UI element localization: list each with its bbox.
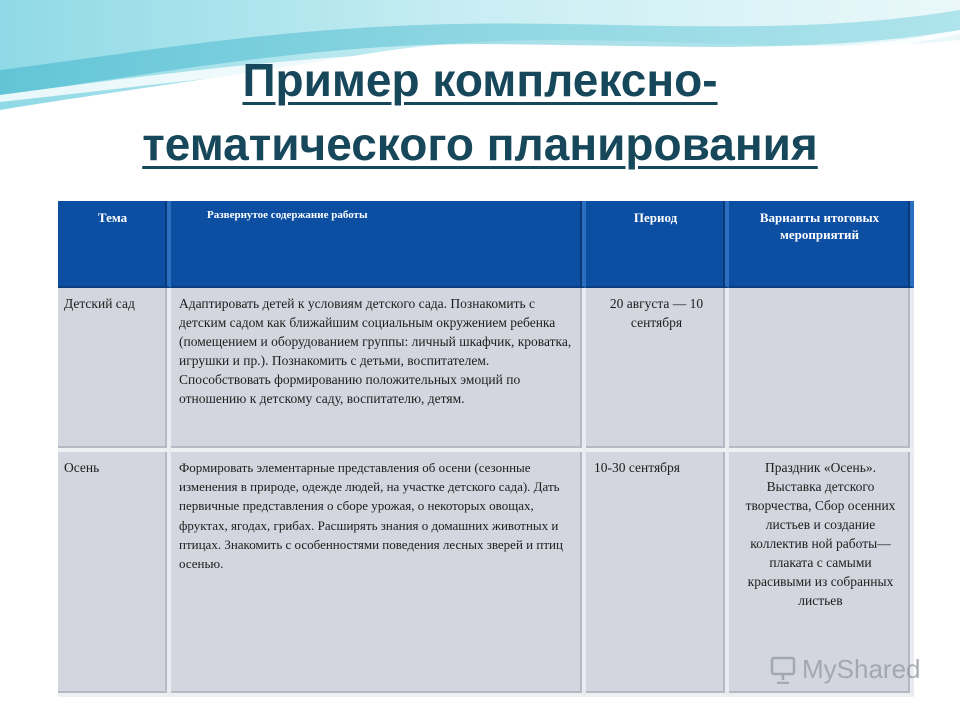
- cell-events: [729, 288, 914, 452]
- header-theme: Тема: [58, 201, 171, 288]
- cell-content: Адаптировать детей к условиям детского сада. Познакомить с детским садом как ближайшим социальным окружением ребенка (помещением и оборудованием группы: личный шкафчик, кроватка, игрушки и пр.). Познакомить с детьми, воспитателем. Способствовать формированию положительных эмоций по отношению к детскому саду, воспитателю, детям.: [171, 288, 586, 452]
- watermark-text: MyShared: [802, 654, 921, 684]
- cell-events: Праздник «Осень». Выставка детского творчества, Сбор осенних листьев и создание коллектив ной работы—плаката с самыми красивыми из собранных листьев: [729, 452, 914, 697]
- presentation-board-icon: [770, 656, 796, 684]
- cell-period: 20 августа — 10 сентября: [586, 288, 729, 452]
- slide-title-line-2: тематического планирования: [142, 118, 818, 170]
- slide-title-line-1: Пример комплексно-: [242, 54, 718, 106]
- cell-theme: Детский сад: [58, 288, 171, 452]
- header-period: Период: [586, 201, 729, 288]
- table-row: [58, 288, 914, 452]
- header-content: Развернутое содержание работы: [171, 201, 586, 288]
- planning-table: [58, 201, 914, 697]
- cell-theme: Осень: [58, 452, 171, 697]
- header-events: Варианты итоговых мероприятий: [729, 201, 914, 288]
- watermark: [770, 654, 921, 685]
- cell-period: 10-30 сентября: [586, 452, 729, 697]
- slide-title: [0, 48, 960, 176]
- cell-content: Формировать элементарные представления об осени (сезонные изменения в природе, одежде людей, на участке детского сада). Дать первичные представления о сборе урожая, о некоторых овощах, фруктах, ягодах, грибах. Расширять знания о домашних животных и птицах. Знакомить с особенностями поведения лесных зверей и птиц осенью.: [171, 452, 586, 697]
- table-header-row: [58, 201, 914, 288]
